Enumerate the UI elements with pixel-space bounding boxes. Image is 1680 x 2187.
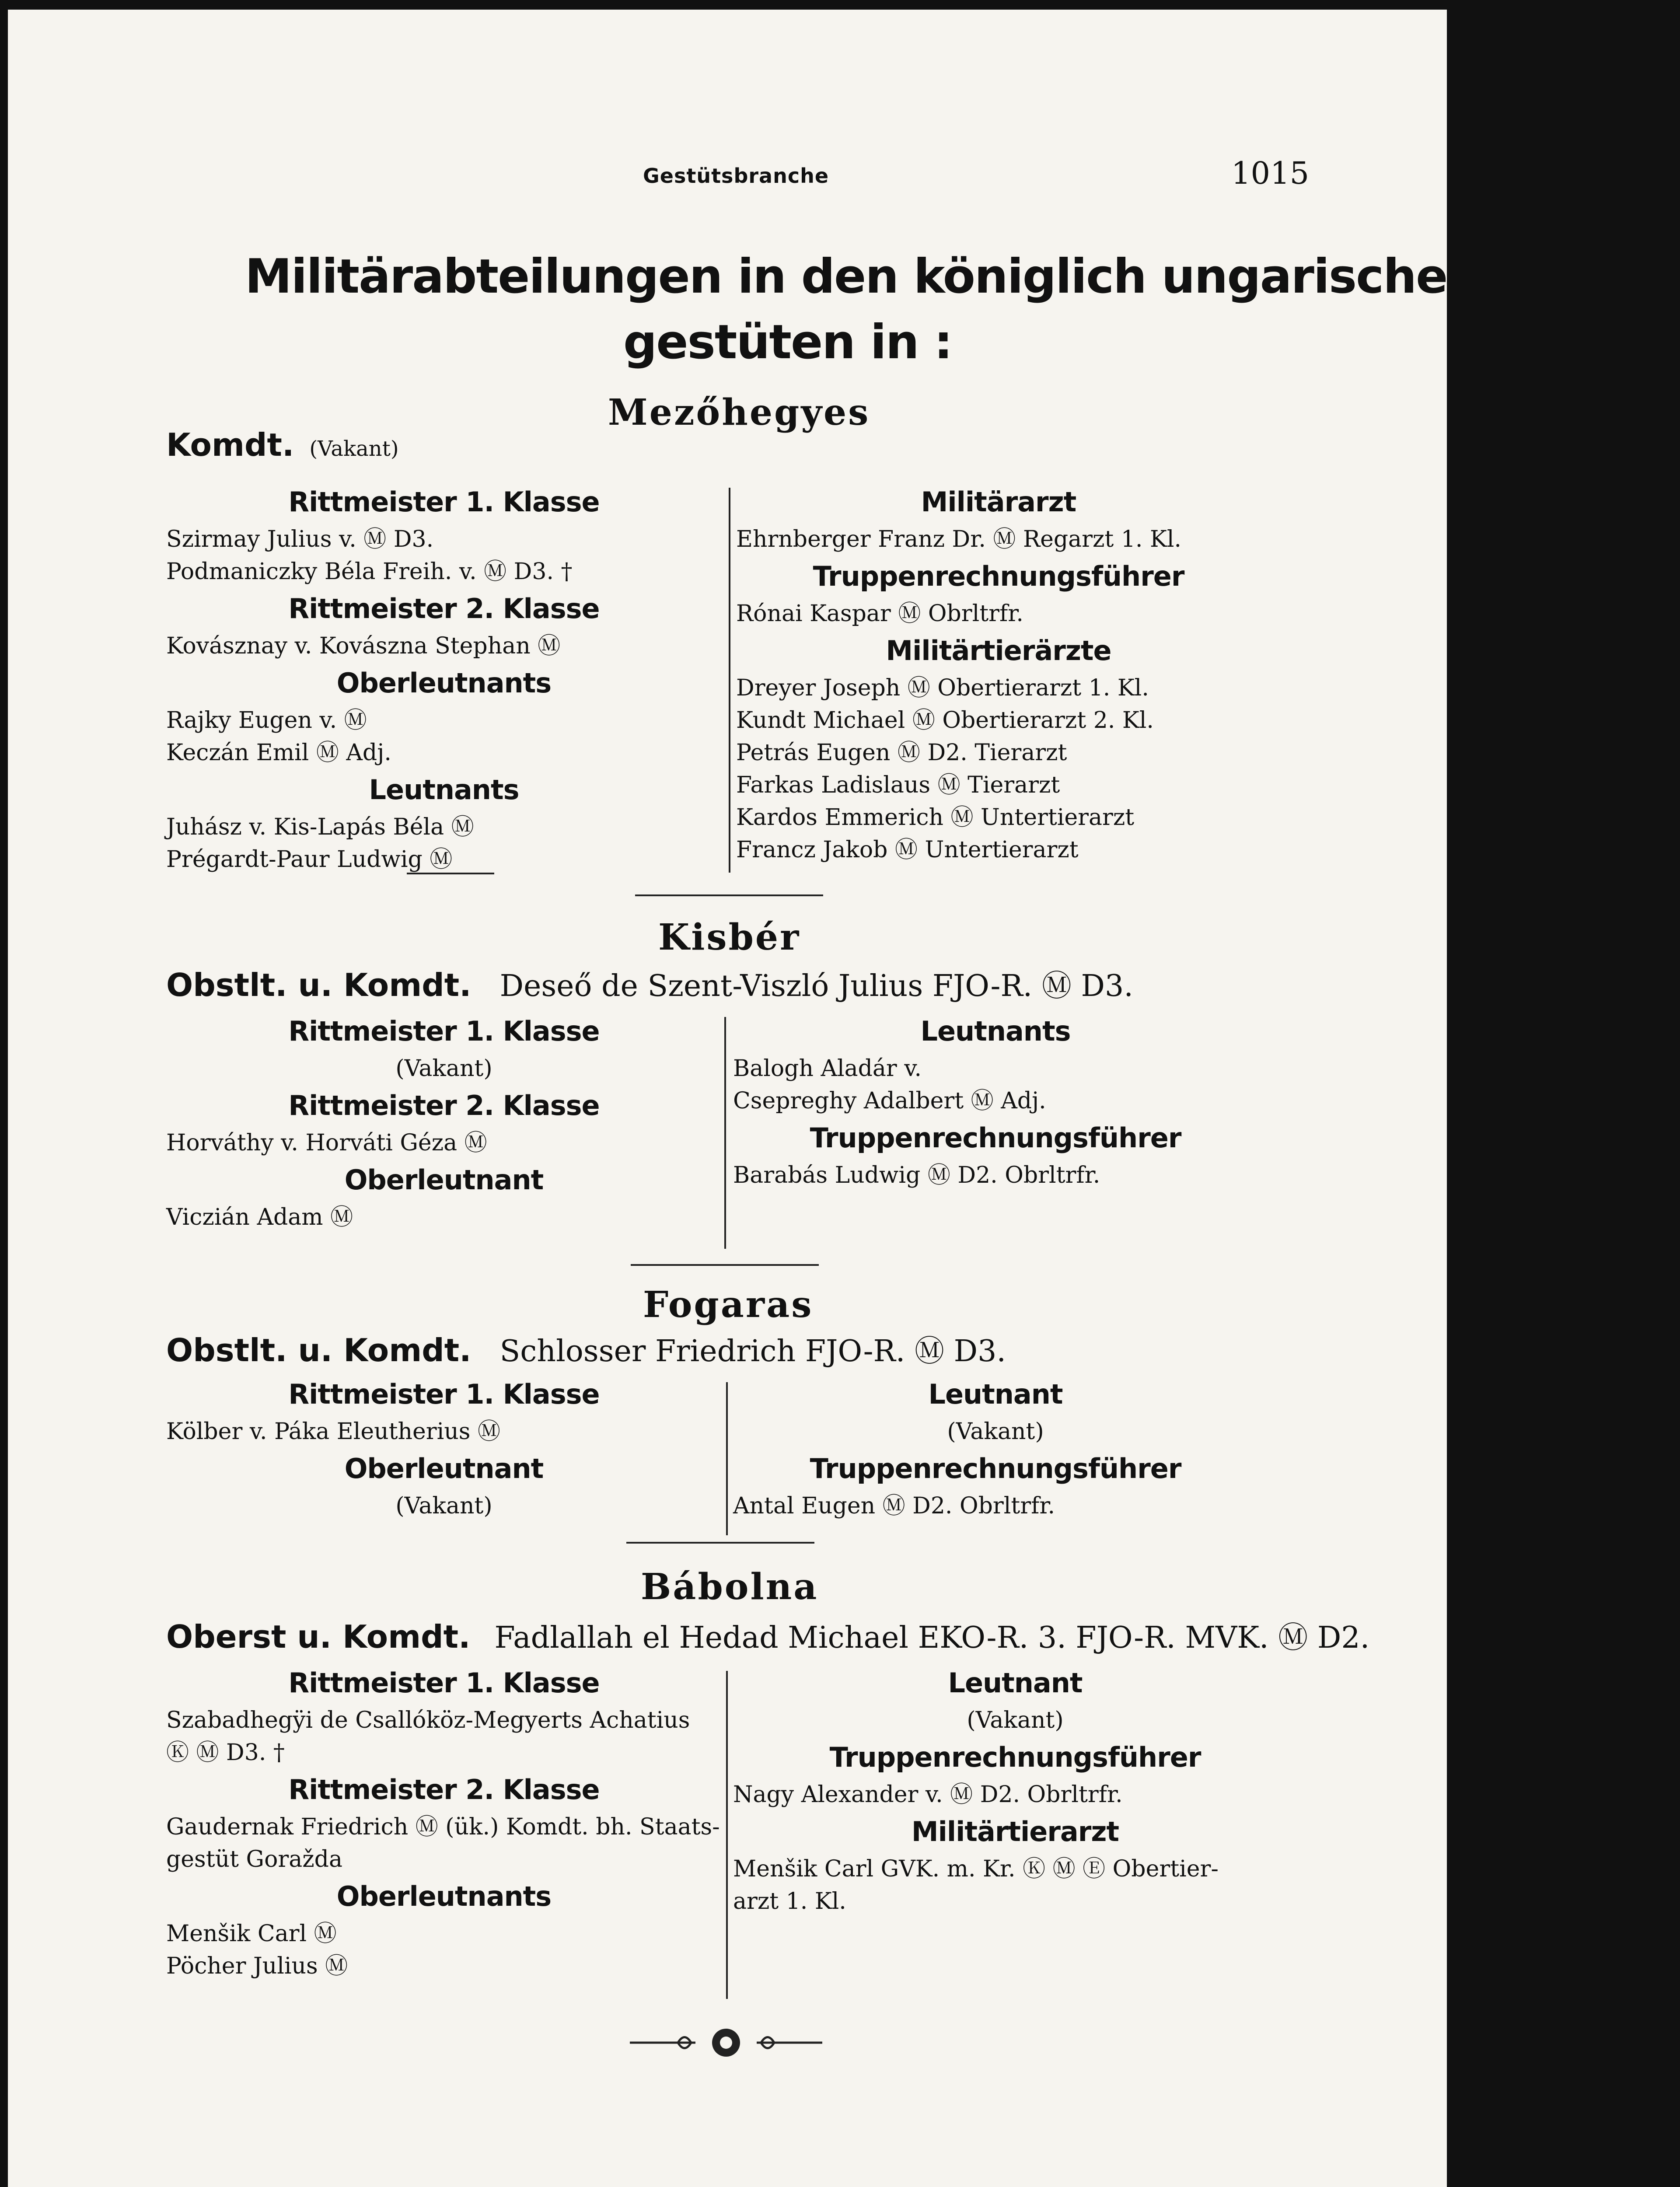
roster-entry: Kölber v. Páka Eleutherius Ⓜ [166,1418,501,1445]
roster-entry: Viczián Adam Ⓜ [166,1204,353,1230]
rank-heading: Truppenrechnungsführer [813,560,1184,592]
commander-value: Fadlallah el Hedad Michael EKO-R. 3. FJO-R. MVK. Ⓜ D2. [494,1621,1370,1655]
short-rule [407,873,494,874]
rank-heading: Truppenrechnungsführer [810,1122,1181,1154]
rank-heading: Rittmeister 1. Klasse [288,486,600,518]
rank-heading: Truppenrechnungsführer [829,1741,1201,1773]
rank-heading: Rittmeister 1. Klasse [288,1378,600,1410]
vacancy-note: (Vakant) [947,1418,1044,1445]
roster-entry: Nagy Alexander v. Ⓜ D2. Obrltrfr. [733,1782,1123,1808]
rank-heading: Rittmeister 2. Klasse [288,593,600,625]
fogaras-right-column [733,1373,1258,1522]
commander-label: Obstlt. u. Komdt. [166,967,472,1003]
page-title-line2: gestüten in : [623,315,952,370]
roster-entry: gestüt Goražda [166,1846,342,1873]
roster-entry: Menšik Carl GVK. m. Kr. Ⓚ Ⓜ Ⓔ Obertier- [733,1856,1219,1882]
roster-entry: Rajky Eugen v. Ⓜ [166,707,367,734]
section-rule [626,1542,814,1544]
fogaras-left-column [166,1373,722,1522]
roster-entry: Farkas Ladislaus Ⓜ Tierarzt [736,772,1060,798]
kisber-right-column [733,1010,1258,1191]
section-rule [631,1264,819,1266]
roster-entry: Ehrnberger Franz Dr. Ⓜ Regarzt 1. Kl. [736,526,1181,552]
roster-entry: Prégardt-Paur Ludwig Ⓜ [166,846,453,873]
commander-label: Komdt. [166,426,294,463]
babolna-right-column [733,1662,1297,1918]
roster-entry: Antal Eugen Ⓜ D2. Obrltrfr. [733,1493,1055,1519]
rank-heading: Leutnant [928,1378,1063,1410]
rank-heading: Rittmeister 1. Klasse [288,1015,600,1047]
roster-entry: Gaudernak Friedrich Ⓜ (ük.) Komdt. bh. Staats- [166,1814,720,1840]
rank-heading: Leutnants [369,774,519,806]
roster-entry: Pöcher Julius Ⓜ [166,1953,348,1979]
roster-entry: Menšik Carl Ⓜ [166,1921,337,1947]
roster-entry: Barabás Ludwig Ⓜ D2. Obrltrfr. [733,1162,1100,1188]
roster-entry: Szabadhegÿi de Csallóköz-Megyerts Achatius [166,1707,690,1733]
page-number: 1015 [1231,155,1310,191]
section-rule [635,894,823,896]
roster-entry: Juhász v. Kis-Lapás Béla Ⓜ [166,814,474,840]
vacancy-note: (Vakant) [395,1055,492,1082]
rank-heading: Oberleutnant [344,1164,544,1196]
running-head-section: Gestütsbranche [643,164,829,188]
commander-label: Oberst u. Komdt. [166,1618,471,1655]
end-ornament-icon [630,2023,822,2062]
roster-entry: Kovásznay v. Kovászna Stephan Ⓜ [166,633,561,659]
babolna-commander [166,1614,1369,1656]
kisber-commander [166,962,1133,1005]
roster-entry: Kardos Emmerich Ⓜ Untertierarzt [736,804,1135,831]
mezohegyes-commander [166,426,399,463]
place-heading-babolna: Bábolna [641,1566,819,1608]
column-divider [726,1382,728,1535]
roster-entry: Kundt Michael Ⓜ Obertierarzt 2. Kl. [736,707,1154,734]
roster-entry: Balogh Aladár v. [733,1055,922,1082]
rank-heading: Rittmeister 1. Klasse [288,1667,600,1699]
place-heading-kisber: Kisbér [658,916,801,958]
vacancy-note: (Vakant) [967,1707,1064,1733]
mezohegyes-right-column [736,481,1261,866]
commander-value: Deseő de Szent-Viszló Julius FJO-R. Ⓜ D3. [499,969,1133,1003]
place-heading-mezohegyes: Mezőhegyes [608,391,870,433]
place-heading-fogaras: Fogaras [643,1284,814,1326]
roster-entry: Horváthy v. Horváti Géza Ⓜ [166,1130,487,1156]
rank-heading: Leutnants [920,1015,1071,1047]
page-title-line1: Militärabteilungen in den königlich ungarischen Staats- [245,249,1680,304]
roster-entry: Dreyer Joseph Ⓜ Obertierarzt 1. Kl. [736,675,1149,701]
rank-heading: Oberleutnant [344,1453,544,1485]
roster-entry: Petrás Eugen Ⓜ D2. Tierarzt [736,740,1067,766]
babolna-left-column [166,1662,722,1982]
mezohegyes-left-column [166,481,722,876]
kisber-left-column [166,1010,722,1233]
roster-entry: Francz Jakob Ⓜ Untertierarzt [736,837,1079,863]
rank-heading: Oberleutnants [336,667,552,699]
vacancy-note: (Vakant) [395,1493,492,1519]
roster-entry: Csepreghy Adalbert Ⓜ Adj. [733,1088,1046,1114]
roster-entry: Ⓚ Ⓜ D3. † [166,1740,285,1766]
rank-heading: Rittmeister 2. Klasse [288,1090,600,1121]
rank-heading: Rittmeister 2. Klasse [288,1774,600,1806]
rank-heading: Militärtierärzte [886,635,1111,667]
fogaras-commander [166,1328,1006,1370]
column-divider [726,1671,728,1999]
roster-entry: Szirmay Julius v. Ⓜ D3. [166,526,434,552]
roster-entry: arzt 1. Kl. [733,1888,846,1914]
roster-entry: Rónai Kaspar Ⓜ Obrltrfr. [736,601,1023,627]
rank-heading: Oberleutnants [336,1880,552,1912]
roster-entry: Podmaniczky Béla Freih. v. Ⓜ D3. † [166,559,573,585]
commander-value: (Vakant) [309,437,399,461]
rank-heading: Truppenrechnungsführer [810,1453,1181,1485]
column-divider [729,488,730,873]
commander-value: Schlosser Friedrich FJO-R. Ⓜ D3. [499,1334,1006,1369]
rank-heading: Militärtierarzt [911,1816,1119,1848]
commander-label: Obstlt. u. Komdt. [166,1332,472,1369]
roster-entry: Keczán Emil Ⓜ Adj. [166,740,391,766]
rank-heading: Leutnant [948,1667,1083,1699]
rank-heading: Militärarzt [921,486,1076,518]
column-divider [724,1017,726,1249]
